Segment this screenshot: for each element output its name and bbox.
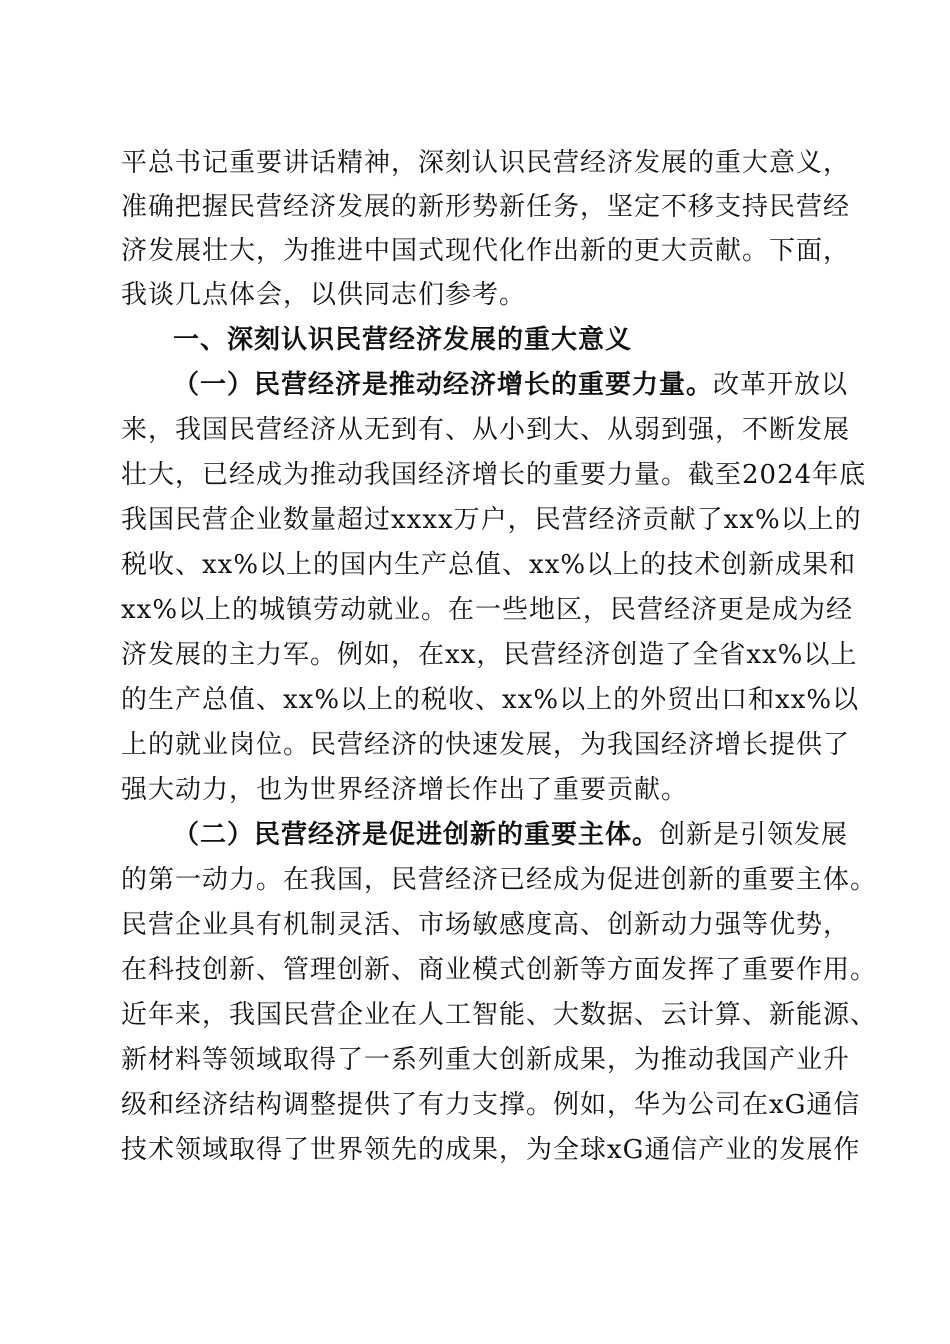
paragraph-line: 近年来，我国民营企业在人工智能、大数据、云计算、新能源、	[121, 1000, 878, 1030]
paragraph-line: xx%以上的城镇劳动就业。在一些地区，民营经济更是成为经	[121, 595, 854, 625]
paragraph-line: 技术领域取得了世界领先的成果，为全球xG通信产业的发展作	[121, 1135, 861, 1165]
intro-line: 平总书记重要讲话精神，深刻认识民营经济发展的重大意义，	[121, 148, 851, 178]
paragraph-line: 税收、xx%以上的国内生产总值、xx%以上的技术创新成果和	[121, 550, 857, 580]
paragraph-line: 的第一动力。在我国，民营经济已经成为促进创新的重要主体。	[121, 865, 878, 895]
intro-line: 我谈几点体会，以供同志们参考。	[121, 280, 527, 310]
paragraph-line: 级和经济结构调整提供了有力支撑。例如，华为公司在xG通信	[121, 1090, 861, 1120]
subsection-1-first-line	[173, 365, 848, 405]
paragraph-line: 济发展的主力军。例如，在xx，民营经济创造了全省xx%以上	[121, 640, 858, 670]
intro-line: 准确把握民营经济发展的新形势新任务，坚定不移支持民营经	[121, 192, 851, 222]
paragraph-line: 来，我国民营经济从无到有、从小到大、从弱到强，不断发展	[121, 415, 851, 445]
subsection-2-first-line	[173, 815, 848, 855]
intro-line: 济发展壮大，为推进中国式现代化作出新的更大贡献。下面，	[121, 236, 851, 266]
paragraph-line: 壮大，已经成为推动我国经济增长的重要力量。截至2024年底	[121, 460, 867, 490]
section-heading: 一、深刻认识民营经济发展的重大意义	[173, 325, 633, 355]
subsection-1-title: （一）民营经济是推动经济增长的重要力量。	[173, 370, 714, 400]
paragraph-line: 我国民营企业数量超过xxxx万户，民营经济贡献了xx%以上的	[121, 505, 862, 535]
paragraph-line: 上的就业岗位。民营经济的快速发展，为我国经济增长提供了	[121, 730, 851, 760]
paragraph-line: 民营企业具有机制灵活、市场敏感度高、创新动力强等优势，	[121, 910, 851, 940]
paragraph-line: 在科技创新、管理创新、商业模式创新等方面发挥了重要作用。	[121, 955, 878, 985]
subsection-2-first-text: 创新是引领发展	[659, 820, 849, 850]
paragraph-line: 新材料等领域取得了一系列重大创新成果，为推动我国产业升	[121, 1045, 851, 1075]
subsection-1-first-text: 改革开放以	[713, 370, 849, 400]
paragraph-line: 的生产总值、xx%以上的税收、xx%以上的外贸出口和xx%以	[121, 685, 860, 715]
paragraph-line: 强大动力，也为世界经济增长作出了重要贡献。	[121, 775, 689, 805]
subsection-2-title: （二）民营经济是促进创新的重要主体。	[173, 820, 660, 850]
